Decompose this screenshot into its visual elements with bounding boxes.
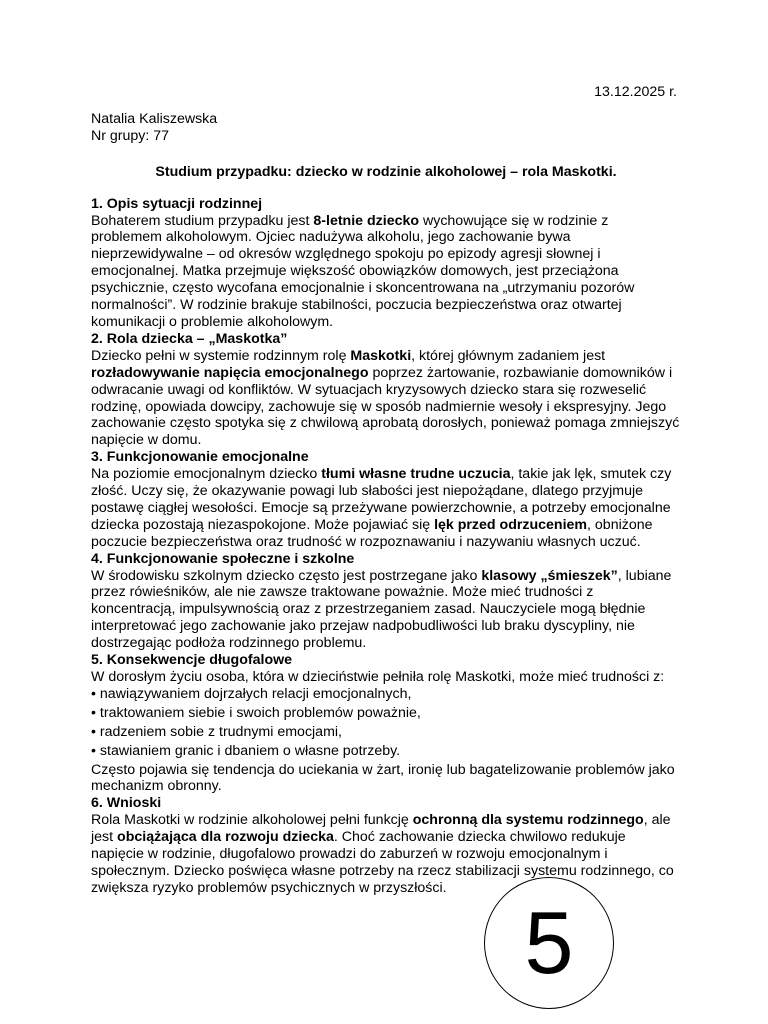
section-body: Bohaterem studium przypadku jest 8-letnie dziecko wychowujące się w rodzinie z problemem alkoholowym. Ojciec nadużywa alkoholu, jego zachowanie bywa nieprzewidywalne – od okresów względnego spokoju po epizody agresji słownej i emocjonalnej. Matka przejmuje większość obowiązków domowych, jest przeciążona psychicznie, często wycofana emocjonalnie i skoncentrowana na „utrzymaniu pozorów normalności”. W rodzinie brakuje stabilności, poczucia bezpieczeństwa oraz otwartej komunikacji o problemie alkoholowym. — [91, 212, 635, 330]
section-family-situation — [91, 196, 681, 331]
grade-circle — [484, 877, 614, 1009]
section-heading: 1. Opis sytuacji rodzinnej — [91, 195, 263, 212]
section-social-school — [91, 551, 681, 652]
list-item: • stawianiem granic i dbaniem o własne potrzeby. — [91, 743, 681, 760]
section-intro: W dorosłym życiu osoba, która w dzieciństwie pełniła rolę Maskotki, może mieć trudności z: — [91, 669, 665, 685]
group-number: Nr grupy: 77 — [91, 127, 170, 144]
section-body: Rola Maskotki w rodzinie alkoholowej pełni funkcję ochronną dla systemu rodzinnego, ale jest obciążająca dla rozwoju dziecka. Choć zachowanie dziecka chwilowo redukuje napięcie w rodzinie, długofalowo prowadzi do zaburzeń w rozwoju emocjonalnym i społecznym. Dziecko poświęca własne potrzeby na rzecz stabilizacji systemu rodzinnego, co zwiększa ryzyko problemów psychicznych w przyszłości. — [91, 812, 674, 896]
section-heading: 6. Wnioski — [91, 795, 162, 812]
consequences-list — [91, 686, 681, 760]
section-emotional — [91, 449, 681, 550]
document-page — [91, 84, 681, 897]
list-item: • traktowaniem siebie i swoich problemów poważnie, — [91, 705, 681, 722]
document-date: 13.12.2025 r. — [594, 84, 677, 100]
section-outro: Często pojawia się tendencja do uciekania w żart, ironię lub bagatelizowanie problemów jako mechanizm obronny. — [91, 761, 675, 795]
list-item: • nawiązywaniem dojrzałych relacji emocjonalnych, — [91, 686, 681, 703]
list-item: • radzeniem sobie z trudnymi emocjami, — [91, 724, 681, 741]
section-heading: 4. Funkcjonowanie społeczne i szkolne — [91, 550, 355, 567]
section-conclusions — [91, 795, 681, 896]
grade-value: 5 — [524, 893, 574, 992]
section-heading: 5. Konsekwencje długofalowe — [91, 652, 293, 669]
section-heading: 2. Rola dziecka – „Maskotka” — [91, 330, 288, 347]
section-body: Na poziomie emocjonalnym dziecko tłumi własne trudne uczucia, takie jak lęk, smutek czy złość. Uczy się, że okazywanie powagi lub słabości jest niepożądane, dlatego przyjmuje postawę ciągłej wesołości. Emocje są przeżywane powierzchownie, a potrzeby emocjonalne dziecka pozostają niezaspokojone. Może pojawiać się lęk przed odrzuceniem, obniżone poczucie bezpieczeństwa oraz trudność w rozpoznawaniu i nazywaniu własnych uczuć. — [91, 466, 672, 550]
author-name: Natalia Kaliszewska — [91, 110, 218, 127]
section-heading: 3. Funkcjonowanie emocjonalne — [91, 449, 309, 466]
section-child-role — [91, 331, 681, 449]
section-body: W środowisku szkolnym dziecko często jest postrzegane jako klasowy „śmieszek”, lubiane przez rówieśników, ale nie zawsze traktowane poważnie. Może mieć trudności z koncentracją, impulsywnością oraz z przestrzeganiem zasad. Nauczyciele mogą błędnie interpretować jego zachowanie jako przejaw nadpobudliwości lub braku dyscypliny, nie dostrzegając podłoża rodzinnego problemu. — [91, 567, 672, 652]
document-title: Studium przypadku: dziecko w rodzinie alkoholowej – rola Maskotki. — [155, 163, 617, 180]
section-body: Dziecko pełni w systemie rodzinnym rolę Maskotki, której głównym zadaniem jest rozładowywanie napięcia emocjonalnego poprzez żartowanie, rozbawianie domowników i odwracanie uwagi od konfliktów. W sytuacjach kryzysowych dziecko stara się rozweselić rodzinę, opowiada dowcipy, zachowuje się w sposób nadmiernie wesoły i ekspresyjny. Jego zachowanie często spotyka się z chwilową aprobatą dorosłych, ponieważ pomaga zmniejszyć napięcie w domu. — [91, 347, 680, 449]
section-long-term — [91, 652, 681, 795]
